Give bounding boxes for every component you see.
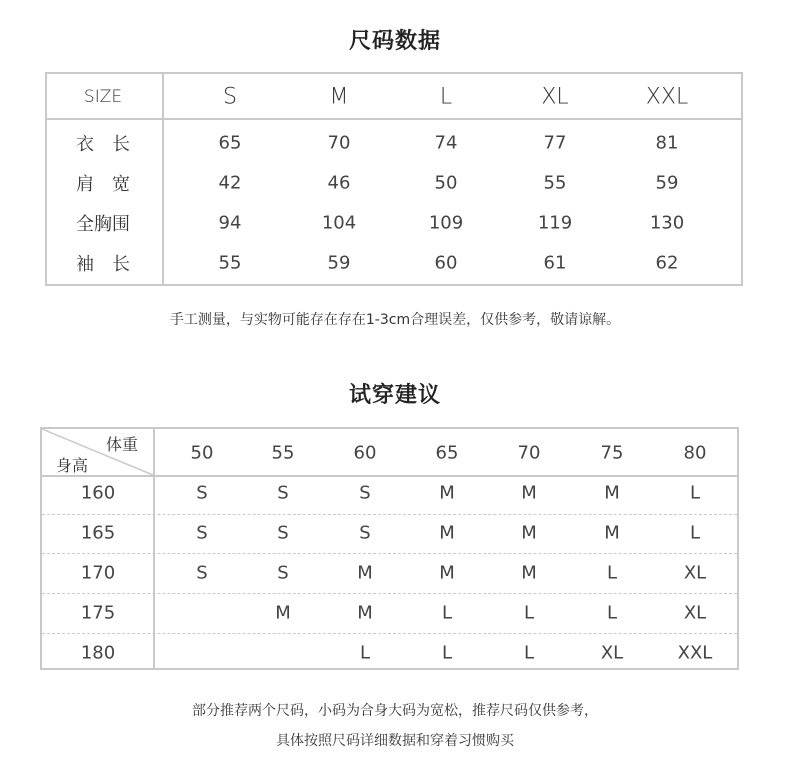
table-cell: 59 [327,252,351,274]
row-label: 袖 长 [76,254,130,275]
weight-header: 70 [517,442,541,464]
table-divider [162,74,164,284]
weight-corner-label: 体重 [106,435,139,454]
table-cell: 77 [543,132,567,154]
table-cell: M [604,522,620,544]
height-label: 175 [80,602,116,624]
table-cell: L [523,642,535,664]
table-cell: 42 [218,172,242,194]
row-divider [42,553,737,554]
weight-header: 55 [271,442,295,464]
row-label: 全胸围 [76,214,130,235]
table-cell: S [196,522,208,544]
fit-guide-note-line1: 部分推荐两个尺码，小码为合身大码为宽松，推荐尺码仅供参考， [192,703,598,719]
weight-header: 50 [190,442,214,464]
table-cell: 81 [655,132,679,154]
weight-header: 80 [683,442,707,464]
table-divider [42,475,737,477]
size-header-xl: XL [541,84,569,110]
row-divider [42,593,737,594]
table-cell: M [439,522,455,544]
fit-guide-table [40,427,739,670]
size-chart-table [45,72,743,286]
table-cell: L [689,482,701,504]
fit-guide-note-line2: 具体按照尺码详细数据和穿着习惯购买 [276,733,514,749]
size-header-xxl: XXL [645,84,689,110]
table-cell: 59 [655,172,679,194]
row-label: 肩 宽 [76,174,130,195]
table-cell: L [606,562,618,584]
table-cell: 50 [434,172,458,194]
table-cell: S [277,482,289,504]
table-cell: M [275,602,291,624]
table-cell: XXL [677,642,713,664]
table-cell: S [359,522,371,544]
table-cell: L [441,642,453,664]
table-cell: S [196,482,208,504]
table-cell: 55 [543,172,567,194]
height-label: 165 [80,522,116,544]
size-header-s: S [223,84,237,110]
table-cell: 119 [537,212,573,234]
table-cell: 130 [649,212,685,234]
table-cell: M [604,482,620,504]
table-cell: XL [600,642,624,664]
row-divider [42,514,737,515]
table-cell: XL [683,602,707,624]
table-cell: M [521,522,537,544]
table-cell: 109 [428,212,464,234]
table-cell: L [441,602,453,624]
size-header-l: L [439,84,453,110]
table-divider [47,118,741,120]
table-cell: L [359,642,371,664]
table-cell: S [359,482,371,504]
fit-guide-title: 试穿建议 [348,383,441,408]
table-cell: 94 [218,212,242,234]
table-cell: 46 [327,172,351,194]
table-cell: 60 [434,252,458,274]
table-cell: 55 [218,252,242,274]
table-cell: S [196,562,208,584]
table-cell: 62 [655,252,679,274]
weight-header: 60 [353,442,377,464]
table-cell: 104 [321,212,357,234]
table-cell: L [689,522,701,544]
table-cell: M [521,562,537,584]
table-cell: L [606,602,618,624]
row-label: 衣 长 [76,134,130,155]
height-label: 180 [80,642,116,664]
table-cell: M [357,602,373,624]
height-label: 170 [80,562,116,584]
table-cell: M [439,482,455,504]
table-cell: S [277,562,289,584]
row-divider [42,633,737,634]
table-cell: 70 [327,132,351,154]
size-header-m: M [329,84,349,110]
table-cell: 65 [218,132,242,154]
weight-header: 75 [600,442,624,464]
size-chart-note: 手工测量，与实物可能存在存在1-3cm合理误差，仅供参考，敬请谅解。 [169,312,621,328]
table-cell: M [357,562,373,584]
height-label: 160 [80,482,116,504]
height-corner-label: 身高 [56,456,89,475]
table-cell: 74 [434,132,458,154]
table-cell: L [523,602,535,624]
weight-header: 65 [435,442,459,464]
table-cell: S [277,522,289,544]
size-corner-label: SIZE [83,87,123,107]
table-cell: M [439,562,455,584]
table-cell: 61 [543,252,567,274]
table-cell: M [521,482,537,504]
size-chart-title: 尺码数据 [348,29,441,54]
table-cell: XL [683,562,707,584]
